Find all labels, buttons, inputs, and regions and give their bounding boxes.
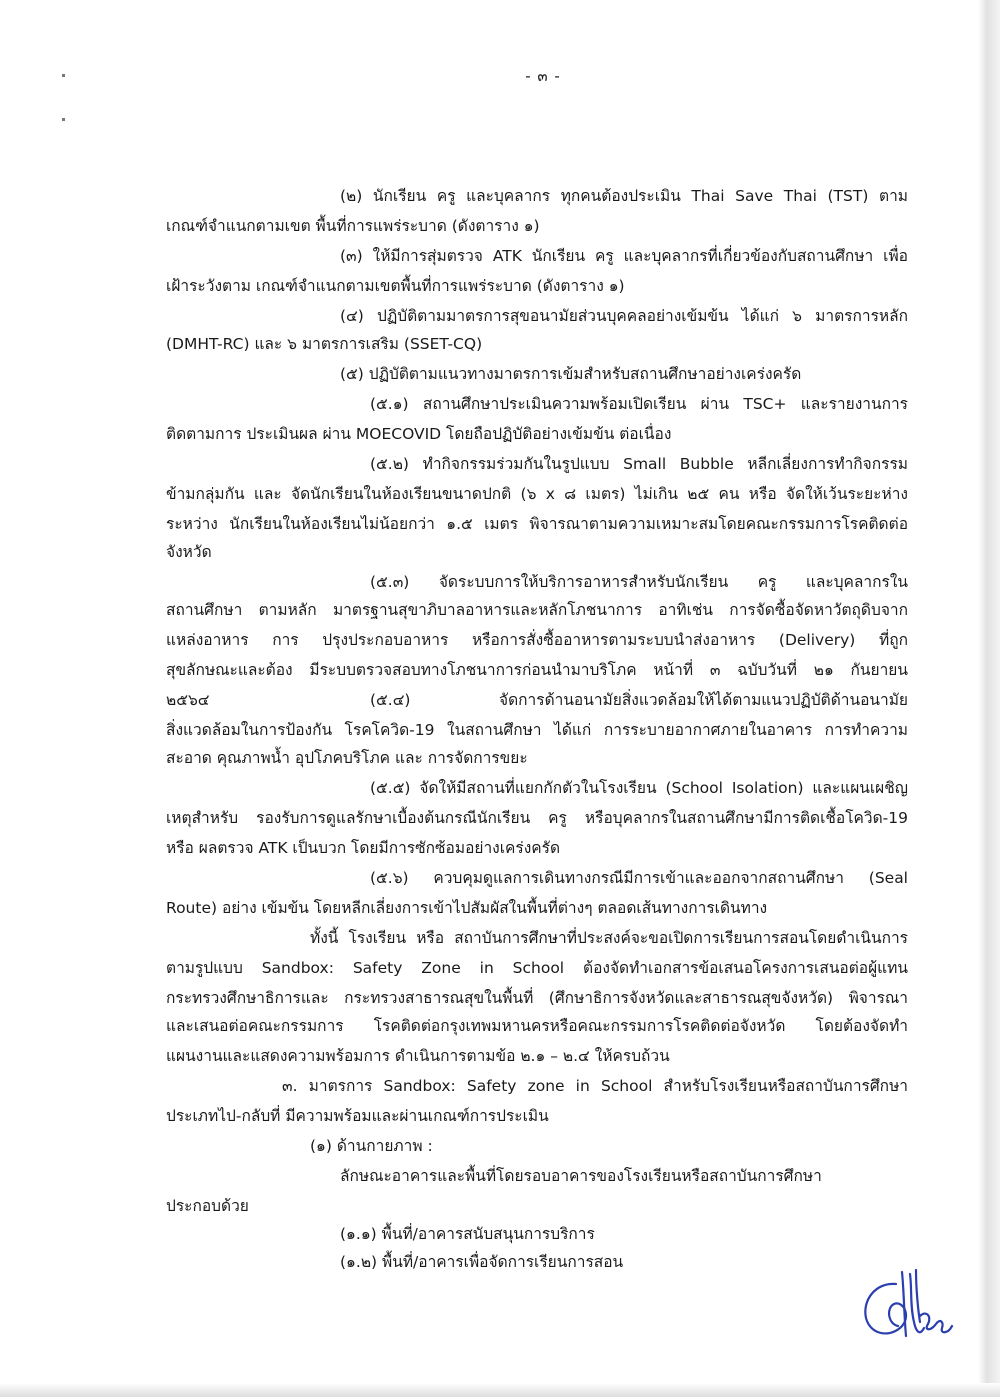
text-line: (๕.๔) จัดการด้านอนามัยสิ่งแวดล้อมให้ได้ตามแนวปฏิบัติด้านอนามัย — [370, 691, 908, 709]
handwritten-signature — [858, 1266, 958, 1346]
text-line: ระหว่าง นักเรียนในห้องเรียนไม่น้อยกว่า ๑.๕ เมตร พิจารณาตามความเหมาะสมโดยคณะกรรมการโรคติดต่อ — [166, 515, 908, 533]
text-line: (๕.๕) จัดให้มีสถานที่แยกกักตัวในโรงเรียน (School Isolation) และแผนเผชิญ — [370, 779, 908, 797]
text-line: (๓) ให้มีการสุ่มตรวจ ATK นักเรียน ครู และบุคลากรที่เกี่ยวข้องกับสถานศึกษา เพื่อ — [340, 247, 908, 265]
text-line: (๑.๒) พื้นที่/อาคารเพื่อจัดการเรียนการสอน — [340, 1253, 624, 1271]
text-line: เฝ้าระวังตาม เกณฑ์จำแนกตามเขตพื้นที่การแพร่ระบาด (ดังตาราง ๑) — [166, 277, 625, 295]
text-line: ๒๕๖๔ — [166, 691, 210, 709]
text-line: แหล่งอาหาร การ ปรุงประกอบอาหาร หรือการสั่งซื้ออาหารตามระบบนำส่งอาหาร (Delivery) ที่ถูก — [166, 631, 908, 649]
text-line: จังหวัด — [166, 543, 212, 561]
text-line: (๑) ด้านกายภาพ : — [310, 1137, 433, 1155]
text-line: แผนงานและแสดงความพร้อมการ ดำเนินการตามข้อ ๒.๑ – ๒.๔ ให้ครบถ้วน — [166, 1047, 670, 1065]
text-line: (๕) ปฏิบัติตามแนวทางมาตรการเข้มสำหรับสถานศึกษาอย่างเคร่งครัด — [340, 365, 802, 383]
text-line: (๒) นักเรียน ครู และบุคลากร ทุกคนต้องประเมิน Thai Save Thai (TST) ตาม — [340, 187, 908, 205]
text-line: ๓. มาตรการ Sandbox: Safety zone in School สำหรับโรงเรียนหรือสถาบันการศึกษา — [282, 1077, 908, 1095]
scan-mark — [62, 118, 65, 121]
text-line: (๕.๑) สถานศึกษาประเมินความพร้อมเปิดเรียน ผ่าน TSC+ และรายงานการ — [370, 395, 908, 413]
text-line: Route) อย่าง เข้มข้น โดยหลีกเลี่ยงการเข้าไปสัมผัสในพื้นที่ต่างๆ ตลอดเส้นทางการเดินทาง — [166, 899, 768, 917]
text-line: สิ่งแวดล้อมในการป้องกัน โรคโควิด-19 ในสถานศึกษา ได้แก่ การระบายอากาศภายในอาคาร การทำความ — [166, 721, 908, 739]
text-line: ทั้งนี้ โรงเรียน หรือ สถาบันการศึกษาที่ประสงค์จะขอเปิดการเรียนการสอนโดยดำเนินการ — [310, 929, 908, 947]
text-line: ประเภทไป-กลับที่ มีความพร้อมและผ่านเกณฑ์การประเมิน — [166, 1107, 549, 1125]
text-line: ลักษณะอาคารและพื้นที่โดยรอบอาคารของโรงเรียนหรือสถาบันการศึกษา — [340, 1167, 822, 1185]
text-line: (๑.๑) พื้นที่/อาคารสนับสนุนการบริการ — [340, 1225, 595, 1243]
text-line: และเสนอต่อคณะกรรมการ โรคติดต่อกรุงเทพมหานครหรือคณะกรรมการโรคติดต่อจังหวัด โดยต้องจัดทำ — [166, 1017, 908, 1035]
text-line: ตามรูปแบบ Sandbox: Safety Zone in School ต้องจัดทำเอกสารข้อเสนอโครงการเสนอต่อผู้แทน — [166, 959, 908, 977]
scan-edge-bottom — [0, 1383, 1000, 1397]
scan-edge-right — [978, 0, 1000, 1397]
text-line: สถานศึกษา ตามหลัก มาตรฐานสุขาภิบาลอาหารและหลักโภชนาการ อาทิเช่น การจัดซื้อจัดหาวัตถุดิบจาก — [166, 601, 908, 619]
text-line: (๕.๒) ทำกิจกรรมร่วมกันในรูปแบบ Small Bubble หลีกเลี่ยงการทำกิจกรรม — [370, 455, 908, 473]
page-number: - ๓ - — [525, 67, 561, 85]
text-line: เหตุสำหรับ รองรับการดูแลรักษาเบื้องต้นกรณีนักเรียน ครู หรือบุคลากรในสถานศึกษามีการติดเชื้อโควิด-19 — [166, 809, 908, 827]
text-line: เกณฑ์จำแนกตามเขต พื้นที่การแพร่ระบาด (ดังตาราง ๑) — [166, 217, 540, 235]
text-line: กระทรวงศึกษาธิการและ กระทรวงสาธารณสุขในพื้นที่ (ศึกษาธิการจังหวัดและสาธารณสุขจังหวัด) พิจารณา — [166, 989, 908, 1007]
text-line: สะอาด คุณภาพน้ำ อุปโภคบริโภค และ การจัดการขยะ — [166, 749, 528, 767]
text-line: ประกอบด้วย — [166, 1197, 249, 1215]
text-line: (๔) ปฏิบัติตามมาตรการสุขอนามัยส่วนบุคคลอย่างเข้มข้น ได้แก่ ๖ มาตรการหลัก — [340, 307, 908, 325]
text-line: สุขลักษณะและต้อง มีระบบตรวจสอบทางโภชนาการก่อนนำมาบริโภค หน้าที่ ๓ ฉบับวันที่ ๒๑ กันยายน — [166, 661, 908, 679]
text-line: ข้ามกลุ่มกัน และ จัดนักเรียนในห้องเรียนขนาดปกติ (๖ x ๘ เมตร) ไม่เกิน ๒๕ คน หรือ จัดให้เว้นระยะห่าง — [166, 485, 908, 503]
text-line: (๕.๖) ควบคุมดูแลการเดินทางกรณีมีการเข้าและออกจากสถานศึกษา (Seal — [370, 869, 908, 887]
text-line: หรือ ผลตรวจ ATK เป็นบวก โดยมีการซักซ้อมอย่างเคร่งครัด — [166, 839, 561, 857]
text-line: ติดตามการ ประเมินผล ผ่าน MOECOVID โดยถือปฏิบัติอย่างเข้มข้น ต่อเนื่อง — [166, 425, 672, 443]
text-line: (๕.๓) จัดระบบการให้บริการอาหารสำหรับนักเรียน ครู และบุคลากรใน — [370, 573, 908, 591]
text-line: (DMHT-RC) และ ๖ มาตรการเสริม (SSET-CQ) — [166, 335, 483, 353]
